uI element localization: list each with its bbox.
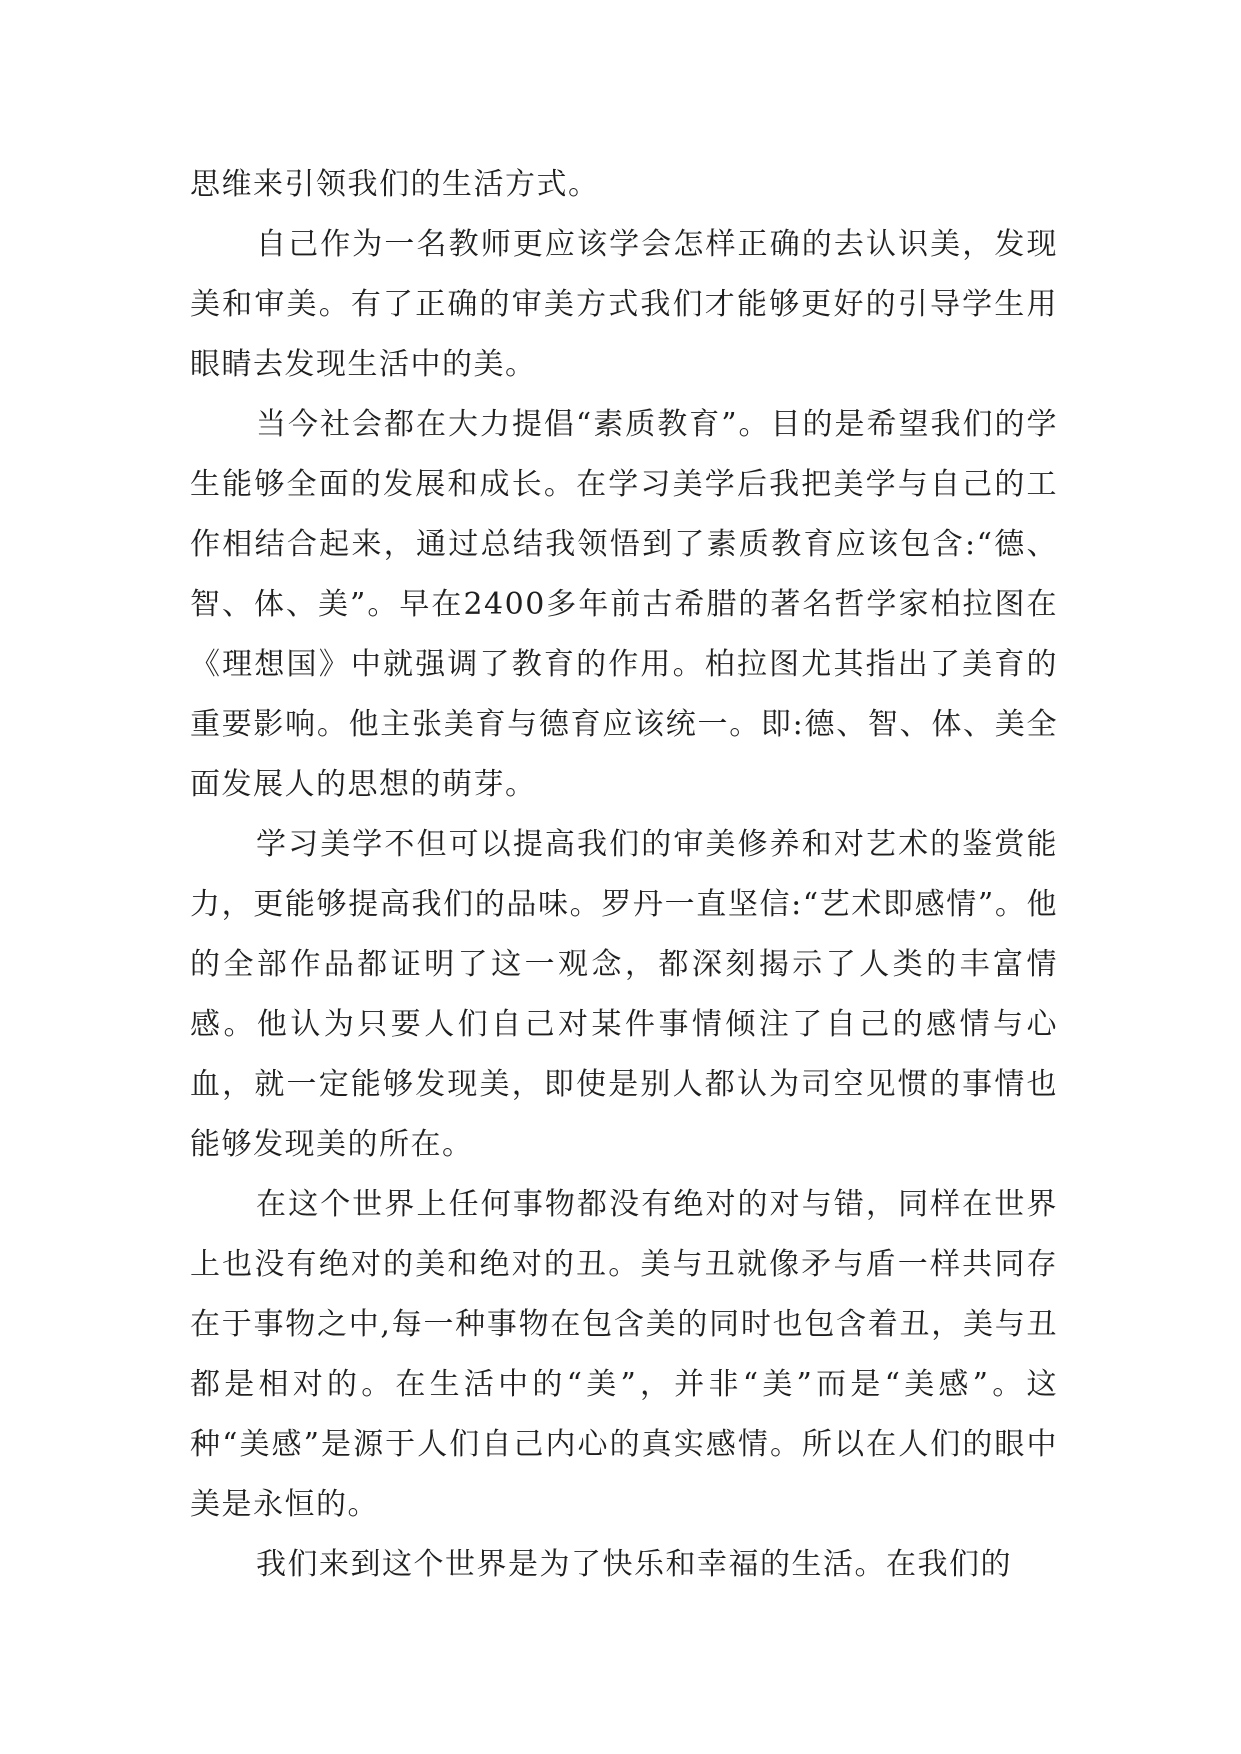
- paragraph-continuation: 思维来引领我们的生活方式。: [190, 167, 600, 202]
- document-body: [190, 155, 1058, 1595]
- paragraph-teacher-aesthetics: 自己作为一名教师更应该学会怎样正确的去认识美，发现美和审美。有了正确的审美方式我们才能够更好的引导学生用眼睛去发现生活中的美。: [190, 227, 1058, 382]
- paragraph-rodin: 学习美学不但可以提高我们的审美修养和对艺术的鉴赏能力，更能够提高我们的品味。罗丹一直坚信:“艺术即感情”。他的全部作品都证明了这一观念，都深刻揭示了人类的丰富情感。他认为只要人们自己对某件事情倾注了自己的感情与心血，就一定能够发现美，即使是别人都认为司空见惯的事情也能够发现美的所在。: [190, 827, 1058, 1162]
- paragraph-happiness: 我们来到这个世界是为了快乐和幸福的生活。在我们的: [256, 1547, 1012, 1582]
- paragraph-beauty-and-ugliness: 在这个世界上任何事物都没有绝对的对与错，同样在世界上也没有绝对的美和绝对的丑。美与丑就像矛与盾一样共同存在于事物之中,每一种事物在包含美的同时也包含着丑，美与丑都是相对的。在生活中的“美”，并非“美”而是“美感”。这种“美感”是源于人们自己内心的真实感情。所以在人们的眼中美是永恒的。: [190, 1187, 1058, 1522]
- paragraph-quality-education: 当今社会都在大力提倡“素质教育”。目的是希望我们的学生能够全面的发展和成长。在学习美学后我把美学与自己的工作相结合起来，通过总结我领悟到了素质教育应该包含:“德、智、体、美”。早在2400多年前古希腊的著名哲学家柏拉图在《理想国》中就强调了教育的作用。柏拉图尤其指出了美育的重要影响。他主张美育与德育应该统一。即:德、智、体、美全面发展人的思想的萌芽。: [190, 407, 1058, 802]
